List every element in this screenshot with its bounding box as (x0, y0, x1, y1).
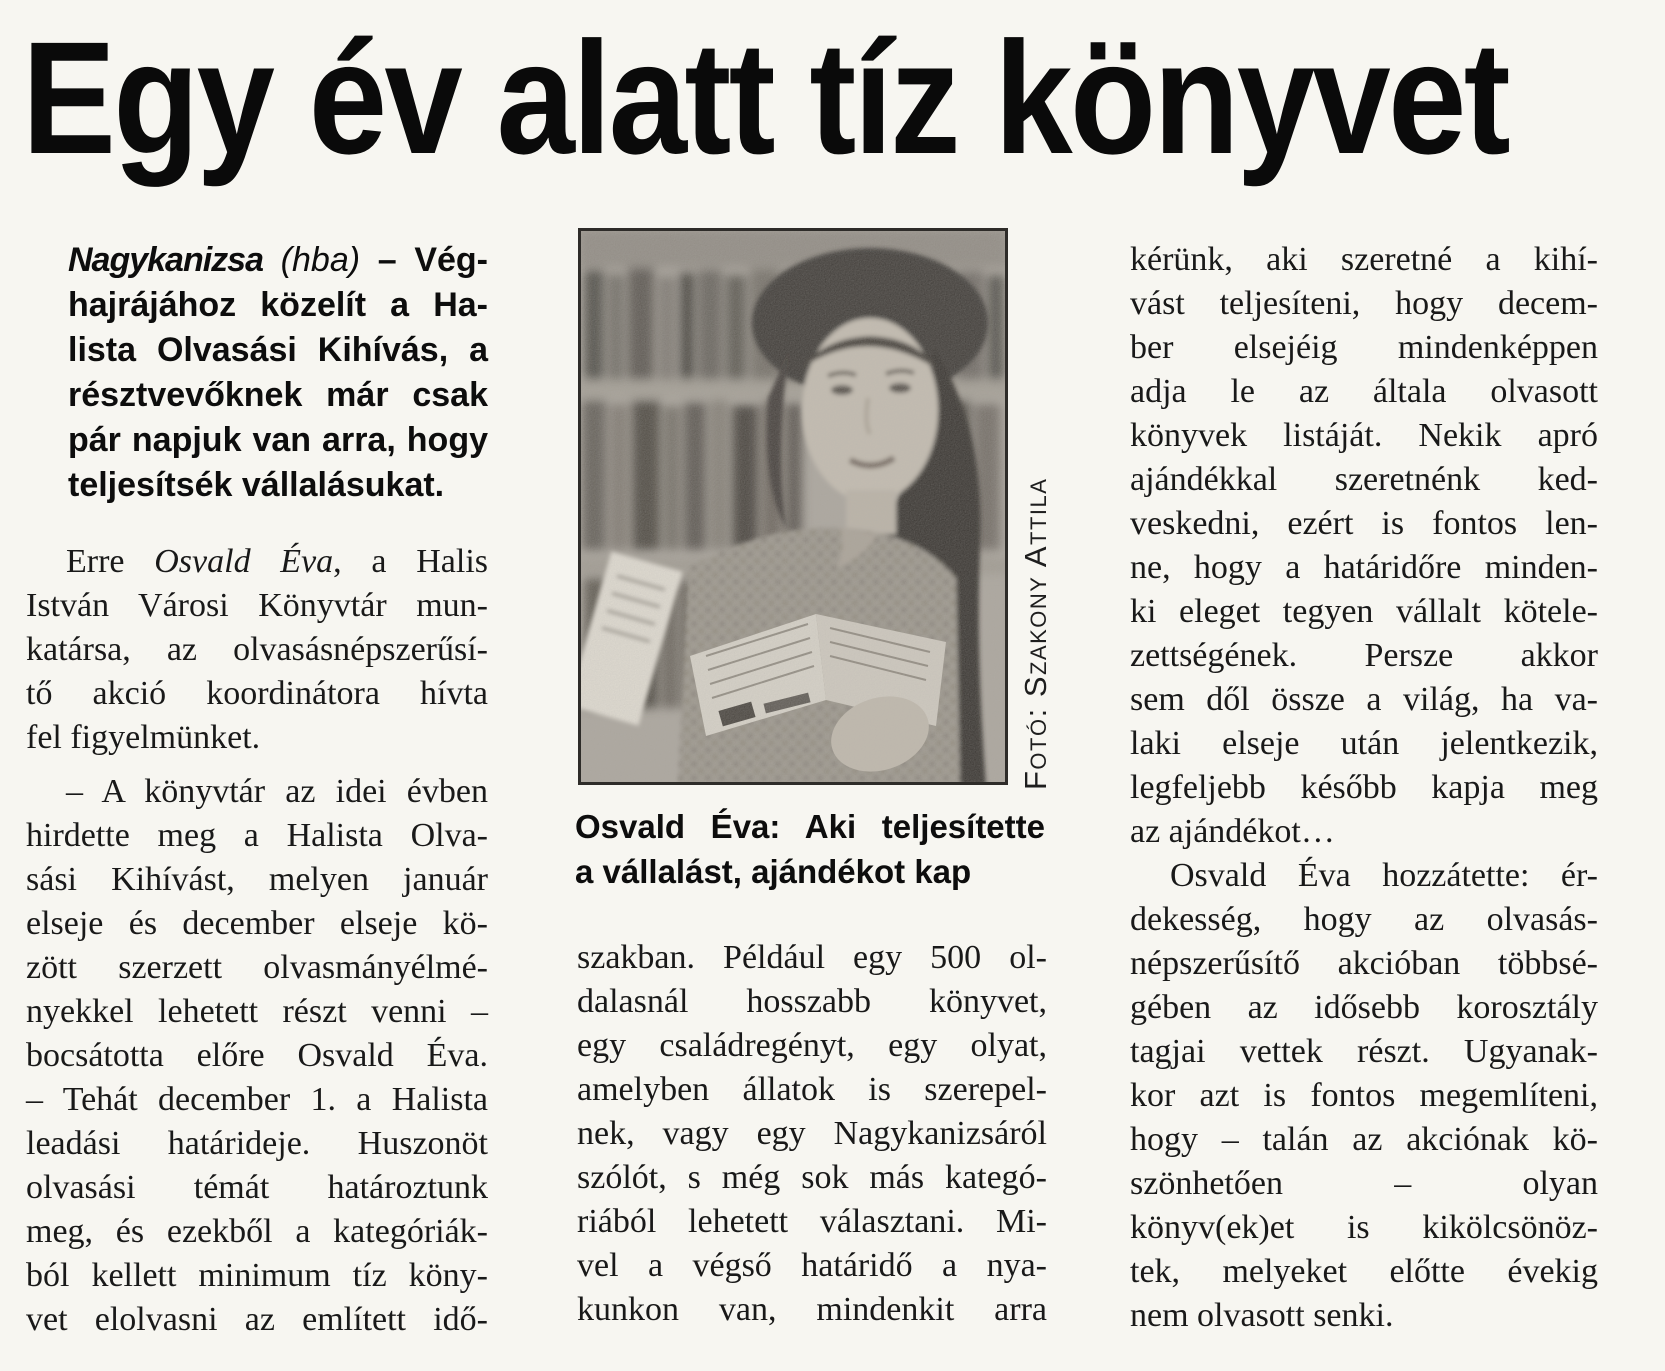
body-line: vást teljesíteni, hogy decem- (1130, 285, 1598, 322)
lead-line: teljesítsék vállalásukat. (68, 466, 445, 504)
body-line: István Városi Könyvtár mun- (26, 587, 488, 624)
body-line: ki eleget tegyen vállalt kötele- (1130, 593, 1598, 630)
byline-abbr: (hba) (263, 241, 361, 279)
photo-caption (575, 804, 1045, 894)
body-line: bocsátotta előre Osvald Éva. (26, 1037, 488, 1074)
body-line: egy családregényt, egy olyat, (577, 1027, 1047, 1064)
body-line: népszerűsítő akcióban többsé- (1130, 945, 1598, 982)
column-middle (577, 936, 1047, 1332)
body-line (26, 540, 488, 584)
body-line: legfeljebb később kapja meg (1130, 769, 1598, 806)
body-line: zettségének. Persze akkor (1130, 637, 1598, 674)
body-line: ne, hogy a határidőre minden- (1130, 549, 1598, 586)
body-line: elseje és december elseje kö- (26, 905, 488, 942)
column-left (26, 238, 488, 1342)
body-line: ber elsejéig mindenképpen (1130, 329, 1598, 366)
body-line: katársa, az olvasásnépszerűsí- (26, 631, 488, 668)
body-line: könyvek listáját. Nekik apró (1130, 417, 1598, 454)
headline (22, 8, 1662, 198)
lead-line: résztvevőknek már csak (68, 376, 488, 414)
body-line: nek, vagy egy Nagykanizsáról (577, 1115, 1047, 1152)
body-line: szólót, s még sok más kategó- (577, 1159, 1047, 1196)
column-right (1130, 238, 1598, 1338)
body-line: olvasási témát határoztunk (26, 1169, 488, 1206)
body-line: dalasnál hosszabb könyvet, (577, 983, 1047, 1020)
lead-line: hajrájához közelít a Ha- (68, 286, 488, 324)
body-line: ajándékkal szeretnénk ked- (1130, 461, 1598, 498)
body-line: hogy – talán az akciónak kö- (1130, 1121, 1598, 1158)
body-line: – A könyvtár az idei évben (66, 773, 488, 810)
body-line: – Tehát december 1. a Halista (26, 1081, 488, 1118)
paragraph (26, 540, 488, 760)
body-line: dekesség, hogy az olvasás- (1130, 901, 1598, 938)
body-text: , a Halis (333, 543, 488, 580)
photo-image (578, 228, 1008, 785)
lead-paragraph (26, 238, 488, 508)
person-name: Osvald Éva (154, 543, 334, 580)
library-photo-illustration (578, 228, 1008, 785)
body-line: sási Kihívást, melyen január (26, 861, 488, 898)
body-line: laki elseje után jelentkezik, (1130, 725, 1598, 762)
lead-line: lista Olvasási Kihívás, a (68, 331, 488, 369)
body-line: szönhetően – olyan (1130, 1165, 1598, 1202)
body-line: Osvald Éva hozzátette: ér- (1170, 857, 1598, 894)
body-line: vel a végső határidő a nya- (577, 1247, 1047, 1284)
photo-caption-line: Osvald Éva: Aki teljesítette (575, 808, 1045, 845)
paragraph (26, 770, 488, 1342)
lead-text: – Vég- (360, 241, 489, 279)
body-line: veskedni, ezért is fontos len- (1130, 505, 1598, 542)
body-line: tő akció koordinátora hívta (26, 675, 488, 712)
body-line: amelyben állatok is szerepel- (577, 1071, 1047, 1108)
body-text: Erre (66, 543, 155, 580)
lead-line (68, 238, 488, 283)
body-line: riából lehetett választani. Mi- (577, 1203, 1047, 1240)
body-line: vet elolvasni az említett idő- (26, 1301, 488, 1338)
body-line: nem olvasott senki. (1130, 1297, 1394, 1334)
body-line: kérünk, aki szeretné a kihí- (1130, 241, 1598, 278)
body-line: kunkon van, mindenkit arra (577, 1291, 1047, 1328)
body-line: zött szerzett olvasmányélmé- (26, 949, 488, 986)
body-line: leadási határideje. Huszonöt (26, 1125, 488, 1162)
body-line: nyekkel lehetett részt venni – (26, 993, 488, 1030)
body-line: meg, és ezekből a kategóriák- (26, 1213, 488, 1250)
photo-caption-line: a vállalást, ajándékot kap (575, 853, 972, 890)
body-line: sem dől össze a világ, ha va- (1130, 681, 1598, 718)
body-line: fel figyelmünket. (26, 719, 261, 756)
body-line: gében az idősebb korosztály (1130, 989, 1598, 1026)
body-line: kor azt is fontos megemlíteni, (1130, 1077, 1598, 1114)
body-line: ból kellett minimum tíz köny- (26, 1257, 488, 1294)
body-line: tagjai vettek részt. Ugyanak- (1130, 1033, 1598, 1070)
body-line: tek, melyeket előtte évekig (1130, 1253, 1598, 1290)
headline-text: Egy év alatt tíz könyvet (22, 8, 1508, 187)
body-line: könyv(ek)et is kikölcsönöz- (1130, 1209, 1598, 1246)
photo-credit: Fotó: Szakony Attila (1018, 477, 1053, 790)
body-line: az ajándékot… (1130, 813, 1335, 850)
lead-line: pár napjuk van arra, hogy (68, 421, 488, 459)
body-line: hirdette meg a Halista Olva- (26, 817, 488, 854)
body-line: szakban. Például egy 500 ol- (577, 939, 1047, 976)
body-line: adja le az általa olvasott (1130, 373, 1598, 410)
dateline-location: Nagykanizsa (68, 241, 263, 279)
